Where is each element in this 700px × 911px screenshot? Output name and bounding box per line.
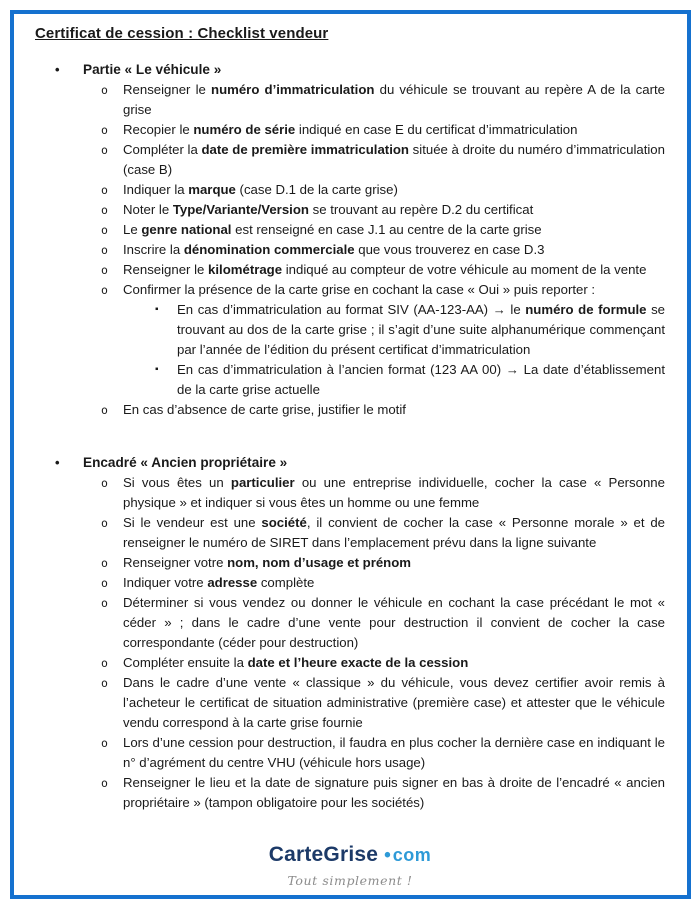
item-text-bold-segment: société — [261, 515, 307, 530]
checklist-item — [35, 120, 665, 140]
item-text-segment: se trouvant au dos de la carte grise ; il s’agit d’une suite alphanumérique commençant par l’année de l’édition du présent certificat d’immatriculation — [177, 302, 665, 357]
item-text-bold-segment: numéro d’immatriculation — [211, 82, 375, 97]
checklist-item — [35, 280, 665, 300]
checklist-item — [35, 140, 665, 180]
item-text — [123, 553, 665, 573]
item-text-segment: , il convient de cocher la case « Personne morale » et de renseigner le numéro de SIRET dans l’emplacement prévu dans la ligne suivante — [123, 515, 666, 550]
item-text-segment: Si vous êtes un — [123, 475, 231, 490]
item-text-bold-segment: numéro de formule — [525, 302, 647, 317]
item-text — [123, 773, 665, 813]
item-text — [177, 300, 665, 360]
checklist-item — [35, 653, 665, 673]
item-text-bold-segment: dénomination commerciale — [183, 242, 355, 257]
checklist-item — [35, 553, 665, 573]
checklist-item — [35, 673, 665, 733]
item-circle-bullet-icon: o — [101, 776, 108, 790]
item-text-segment: Indiquer votre — [123, 575, 208, 590]
checklist-item — [35, 180, 665, 200]
item-circle-bullet-icon: o — [101, 656, 108, 670]
item-text-segment: Recopier le — [123, 122, 194, 137]
item-text-segment: Renseigner le — [123, 82, 212, 97]
checklist-section — [35, 60, 665, 420]
logo-dot-icon: • — [384, 845, 391, 866]
logo-text-com: com — [392, 845, 432, 865]
item-text-segment: Renseigner le lieu et la date de signature puis signer en bas à droite de l’encadré « ancien propriétaire » (tampon obligatoire pour les sociétés) — [123, 775, 665, 810]
item-text-segment: complète — [257, 575, 315, 590]
item-text — [123, 513, 665, 553]
item-circle-bullet-icon: o — [101, 556, 108, 570]
item-text-bold-segment: date de première immatriculation — [201, 142, 409, 157]
item-circle-bullet-icon: o — [101, 123, 108, 137]
item-circle-bullet-icon: o — [101, 403, 108, 417]
item-text-segment: Encadré « Ancien propriétaire » — [83, 455, 288, 470]
item-circle-bullet-icon: o — [101, 283, 108, 297]
item-text-bold-segment: numéro de série — [193, 122, 296, 137]
item-text-segment: Noter le — [123, 202, 173, 217]
item-text — [123, 280, 665, 300]
item-text-segment: En cas d’immatriculation au format SIV (AA-123-AA) → le — [177, 302, 526, 317]
item-circle-bullet-icon: o — [101, 83, 108, 97]
item-text-segment: Partie « Le véhicule » — [83, 62, 222, 77]
item-text — [123, 573, 665, 593]
section-bullet-icon: • — [55, 455, 60, 470]
checklist-item — [35, 400, 665, 420]
item-text-segment: En cas d’absence de carte grise, justifier le motif — [123, 402, 406, 417]
checklist-item — [35, 593, 665, 653]
item-text-bold-segment: nom, nom d’usage et prénom — [227, 555, 412, 570]
item-text-segment: En cas d’immatriculation à l’ancien format (123 AA 00) → La date d’établissement de la carte grise actuelle — [177, 362, 665, 397]
section-heading-row — [35, 60, 665, 80]
item-text-segment: Inscrire la — [123, 242, 184, 257]
item-text — [123, 180, 665, 200]
item-text-segment: Renseigner le — [123, 262, 209, 277]
item-circle-bullet-icon: o — [101, 223, 108, 237]
item-circle-bullet-icon: o — [101, 183, 108, 197]
section-heading-row — [35, 453, 665, 473]
item-text-bold-segment: marque — [188, 182, 236, 197]
item-text — [123, 240, 665, 260]
item-text-segment: est renseigné en case J.1 au centre de la carte grise — [231, 222, 542, 237]
item-text-bold-segment: genre national — [141, 222, 232, 237]
item-text-segment: indiqué en case E du certificat d’immatriculation — [295, 122, 578, 137]
item-circle-bullet-icon: o — [101, 576, 108, 590]
page-content — [35, 24, 666, 888]
item-text — [123, 260, 665, 280]
subitem-square-bullet-icon: ▪ — [155, 304, 159, 315]
item-text-segment: du véhicule se trouvant au repère A de la carte grise — [123, 82, 665, 117]
item-text-segment: (case D.1 de la carte grise) — [235, 182, 398, 197]
item-text-segment: indiqué au compteur de votre véhicule au moment de la vente — [282, 262, 647, 277]
checklist-item — [35, 573, 665, 593]
section-heading — [83, 60, 221, 80]
checklist-item — [35, 200, 665, 220]
item-text — [123, 593, 665, 653]
item-circle-bullet-icon: o — [101, 736, 108, 750]
item-circle-bullet-icon: o — [101, 596, 108, 610]
item-text-bold-segment: kilométrage — [208, 262, 283, 277]
item-text-segment: Déterminer si vous vendez ou donner le véhicule en cochant la case précédant le mot « céder » ; dans le cadre d’une vente pour destruction il convient de cocher la case correspondante (céder pour destruction) — [123, 595, 665, 650]
checklist-item — [35, 473, 665, 513]
item-text — [123, 473, 665, 513]
item-text-segment: Dans le cadre d’une vente « classique » du véhicule, vous devez certifier avoir remis à l’acheteur le certificat de situation administrative (première case) et attester que le véhicule vendu correspond à la carte grise fournie — [123, 675, 665, 730]
item-text-bold-segment: Type/Variante/Version — [172, 202, 309, 217]
section-bullet-icon: • — [55, 62, 60, 77]
item-text-segment: se trouvant au repère D.2 du certificat — [308, 202, 534, 217]
checklist-section — [35, 453, 665, 813]
item-text — [123, 400, 665, 420]
item-text-bold-segment: date et l’heure exacte de la cession — [247, 655, 469, 670]
item-text-bold-segment: particulier — [230, 475, 295, 490]
item-text-segment: que vous trouverez en case D.3 — [354, 242, 545, 257]
item-text-segment: Indiquer la — [123, 182, 189, 197]
subitem-square-bullet-icon: ▪ — [155, 364, 159, 375]
item-circle-bullet-icon: o — [101, 203, 108, 217]
checklist-item — [35, 260, 665, 280]
item-text-segment: Le — [123, 222, 142, 237]
item-circle-bullet-icon: o — [101, 516, 108, 530]
checklist-item — [35, 80, 665, 120]
item-text-segment: Si le vendeur est une — [123, 515, 262, 530]
checklist-item — [35, 773, 665, 813]
checklist-item — [35, 513, 665, 553]
checklist-item — [35, 240, 665, 260]
logo-text-cartegrise: CarteGrise — [268, 843, 379, 866]
section-heading — [83, 453, 287, 473]
checklist — [35, 60, 665, 813]
document-title: Certificat de cession : Checklist vendeur — [35, 25, 329, 42]
item-circle-bullet-icon: o — [101, 476, 108, 490]
item-text-segment: située à droite du numéro d’immatriculation (case B) — [123, 142, 665, 177]
item-text — [123, 653, 665, 673]
item-text-segment: ou une entreprise individuelle, cocher la case « Personne physique » et indiquer si vous êtes un homme ou une femme — [123, 475, 665, 510]
cartegrise-logo — [35, 843, 665, 869]
item-circle-bullet-icon: o — [101, 676, 108, 690]
footer — [35, 843, 665, 888]
item-text — [123, 140, 665, 180]
item-text — [123, 733, 665, 773]
item-text-bold-segment: adresse — [207, 575, 258, 590]
item-circle-bullet-icon: o — [101, 263, 108, 277]
item-text — [123, 673, 665, 733]
item-circle-bullet-icon: o — [101, 143, 108, 157]
item-text — [123, 80, 665, 120]
checklist-item — [35, 733, 665, 773]
item-text-segment: Compléter ensuite la — [123, 655, 248, 670]
checklist-subitem — [35, 360, 665, 400]
item-text-segment: Lors d’une cession pour destruction, il faudra en plus cocher la dernière case en indiquant le n° d’agrément du centre VHU (véhicule hors usage) — [123, 735, 665, 770]
item-text — [123, 120, 665, 140]
item-text-segment: Compléter la — [123, 142, 202, 157]
item-circle-bullet-icon: o — [101, 243, 108, 257]
item-text-segment: Renseigner votre — [123, 555, 228, 570]
item-text-segment: Confirmer la présence de la carte grise en cochant la case « Oui » puis reporter : — [123, 282, 596, 297]
checklist-subitem — [35, 300, 665, 360]
logo-tagline: Tout simplement ! — [287, 873, 413, 888]
item-text — [177, 360, 665, 400]
item-text — [123, 220, 665, 240]
item-text — [123, 200, 665, 220]
checklist-item — [35, 220, 665, 240]
